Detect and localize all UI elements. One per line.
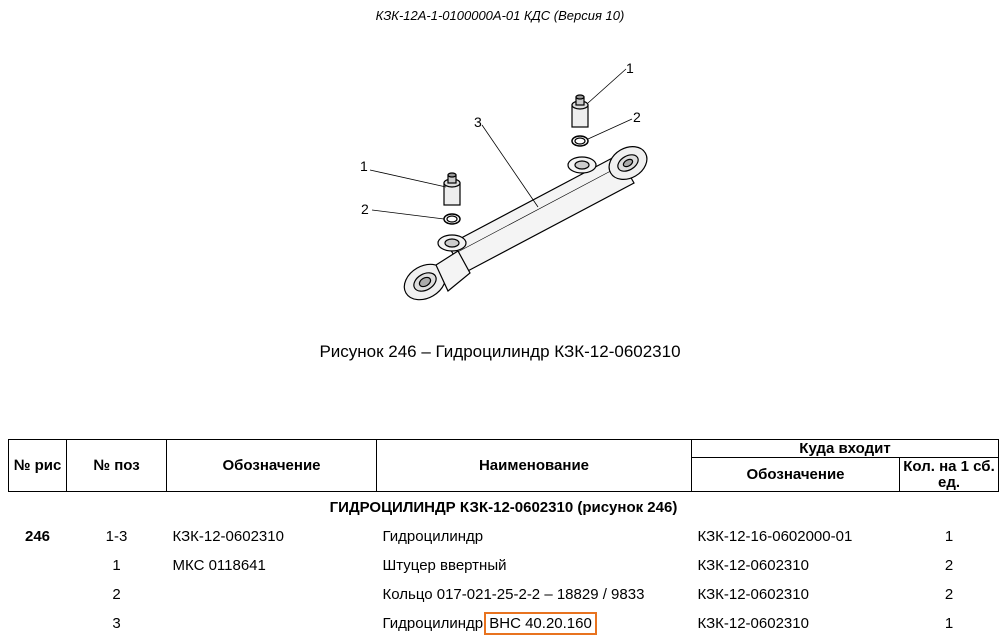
callout-2-left: 2 bbox=[361, 201, 369, 217]
col-header-qty: Кол. на 1 сб. ед. bbox=[900, 458, 999, 492]
section-title: ГИДРОЦИЛИНДР КЗК-12-0602310 (рисунок 246) bbox=[329, 498, 678, 516]
hydraulic-cylinder-drawing bbox=[330, 55, 660, 315]
cell-pos: 3 bbox=[112, 615, 121, 632]
col-header-where-used: Куда входит bbox=[692, 440, 999, 458]
callout-2-right: 2 bbox=[633, 109, 641, 125]
cell-name-text: Гидроцилиндр bbox=[382, 615, 484, 632]
col-header-parent-designation: Обозначение bbox=[692, 458, 900, 492]
col-header-name: Наименование bbox=[377, 440, 692, 492]
cell-parent: КЗК-12-0602310 bbox=[697, 615, 809, 632]
cell-designation: КЗК-12-0602310 bbox=[172, 528, 284, 545]
parts-table bbox=[8, 439, 999, 638]
cell-pos: 2 bbox=[112, 586, 121, 603]
callout-1-right: 1 bbox=[626, 60, 634, 76]
col-header-fig: № рис bbox=[9, 440, 67, 492]
cell-pos: 1 bbox=[112, 557, 121, 574]
cell-fig bbox=[9, 609, 67, 638]
cell-name bbox=[377, 609, 692, 638]
table-row bbox=[9, 609, 999, 638]
cell-name: Гидроцилиндр bbox=[382, 528, 484, 545]
document-header: КЗК-12А-1-0100000А-01 КДС (Версия 10) bbox=[375, 8, 625, 23]
cell-designation bbox=[167, 580, 377, 609]
cell-parent: КЗК-12-0602310 bbox=[697, 586, 809, 603]
cylinder-body bbox=[448, 155, 634, 273]
cell-designation: МКС 0118641 bbox=[172, 557, 266, 574]
figure-caption: Рисунок 246 – Гидроцилиндр КЗК-12-0602310 bbox=[319, 342, 681, 361]
cell-parent: КЗК-12-16-0602000-01 bbox=[697, 528, 853, 545]
cell-fig: 246 bbox=[24, 528, 51, 545]
cell-fig bbox=[9, 551, 67, 580]
cell-parent: КЗК-12-0602310 bbox=[697, 557, 809, 574]
right-fitting bbox=[572, 95, 588, 127]
cell-name: Кольцо 017-021-25-2-2 – 18829 / 9833 bbox=[382, 586, 645, 603]
table-row bbox=[9, 522, 999, 551]
table-row bbox=[9, 580, 999, 609]
col-header-pos: № поз bbox=[67, 440, 167, 492]
cell-designation bbox=[167, 609, 377, 638]
left-fitting bbox=[444, 173, 460, 205]
cell-pos: 1-3 bbox=[105, 528, 128, 545]
cell-name: Штуцер ввертный bbox=[382, 557, 507, 574]
col-header-designation: Обозначение bbox=[167, 440, 377, 492]
callout-1-left: 1 bbox=[360, 158, 368, 174]
cell-qty: 2 bbox=[944, 586, 954, 603]
cell-qty: 1 bbox=[944, 615, 954, 632]
cell-qty: 2 bbox=[944, 557, 954, 574]
cell-fig bbox=[9, 580, 67, 609]
callout-3: 3 bbox=[474, 114, 482, 130]
table-row bbox=[9, 551, 999, 580]
cell-qty: 1 bbox=[944, 528, 954, 545]
highlighted-part-code[interactable]: ВНС 40.20.160 bbox=[489, 615, 592, 632]
